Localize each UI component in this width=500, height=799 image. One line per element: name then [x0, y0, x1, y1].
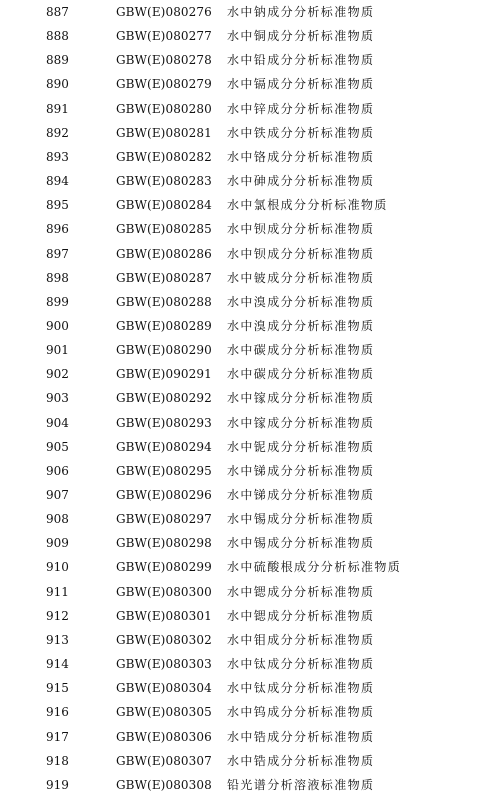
table-row: [0, 217, 500, 241]
material-code: GBW(E)080299: [116, 560, 212, 575]
material-name: 水中钼成分分析标准物质: [227, 632, 375, 647]
material-code: GBW(E)080280: [116, 101, 212, 116]
material-name: 水中溴成分分析标准物质: [227, 318, 375, 333]
material-name: 水中锡成分分析标准物质: [227, 512, 375, 527]
row-number: 893: [46, 149, 69, 164]
material-name: 水中钨成分分析标准物质: [227, 705, 375, 720]
material-code: GBW(E)090291: [116, 367, 212, 382]
material-name: 水中锆成分分析标准物质: [227, 729, 375, 744]
row-number: 911: [46, 584, 69, 599]
row-number: 898: [46, 270, 69, 285]
material-name: 水中氯根成分分析标准物质: [227, 198, 388, 213]
table-row: [0, 411, 500, 435]
material-name: 水中镓成分分析标准物质: [227, 391, 375, 406]
table-row: [0, 459, 500, 483]
material-name: 水中镉成分分析标准物质: [227, 77, 375, 92]
material-name: 水中镓成分分析标准物质: [227, 415, 375, 430]
table-row: [0, 749, 500, 773]
row-number: 906: [46, 463, 69, 478]
row-number: 907: [46, 488, 69, 502]
row-number: 918: [46, 753, 69, 768]
row-number: 896: [46, 222, 69, 237]
material-code: GBW(E)080290: [116, 343, 212, 358]
material-code: GBW(E)080283: [116, 174, 212, 189]
row-number: 904: [46, 415, 69, 430]
table-row: [0, 24, 500, 48]
row-number: 912: [46, 608, 69, 623]
row-number: 901: [46, 343, 69, 358]
table-row: [0, 555, 500, 579]
row-number: 899: [46, 294, 69, 309]
row-number: 916: [46, 705, 69, 720]
material-code: GBW(E)080296: [116, 488, 212, 502]
material-name: 水中锶成分分析标准物质: [227, 584, 375, 599]
row-number: 887: [46, 5, 69, 19]
table-row: [0, 507, 500, 531]
material-name: 水中钛成分分析标准物质: [227, 657, 375, 672]
material-name: 水中钡成分分析标准物质: [227, 222, 375, 237]
material-name: 水中铌成分分析标准物质: [227, 439, 375, 454]
table-row: [0, 338, 500, 362]
material-code: GBW(E)080282: [116, 149, 212, 164]
row-number: 889: [46, 53, 69, 68]
table-row: [0, 435, 500, 459]
material-code: GBW(E)080276: [116, 5, 212, 19]
row-number: 917: [46, 729, 69, 744]
material-code: GBW(E)080301: [116, 608, 212, 623]
table-row: [0, 97, 500, 121]
material-code: GBW(E)080300: [116, 584, 212, 599]
table-row: [0, 386, 500, 410]
table-row: [0, 314, 500, 338]
material-code: GBW(E)080293: [116, 415, 212, 430]
table-row: [0, 483, 500, 507]
material-code: GBW(E)080278: [116, 53, 212, 68]
material-code: GBW(E)080308: [116, 777, 212, 792]
material-code: GBW(E)080298: [116, 536, 212, 551]
row-number: 910: [46, 560, 69, 575]
row-number: 890: [46, 77, 69, 92]
material-name: 水中铍成分分析标准物质: [227, 270, 375, 285]
material-name: 水中铬成分分析标准物质: [227, 149, 375, 164]
row-number: 897: [46, 246, 69, 261]
row-number: 913: [46, 632, 69, 647]
material-code: GBW(E)080304: [116, 681, 212, 696]
material-name: 水中钠成分分析标准物质: [227, 5, 375, 19]
row-number: 895: [46, 198, 69, 213]
material-name: 水中钛成分分析标准物质: [227, 681, 375, 696]
material-name: 水中锑成分分析标准物质: [227, 488, 375, 502]
table-row: [0, 145, 500, 169]
table-row: [0, 242, 500, 266]
material-name: 水中碳成分分析标准物质: [227, 343, 375, 358]
material-code: GBW(E)080306: [116, 729, 212, 744]
material-name: 水中铜成分分析标准物质: [227, 29, 375, 44]
table-row: [0, 676, 500, 700]
material-name: 水中锶成分分析标准物质: [227, 608, 375, 623]
table-row: [0, 700, 500, 724]
material-code: GBW(E)080302: [116, 632, 212, 647]
material-code: GBW(E)080289: [116, 318, 212, 333]
material-name: 水中硫酸根成分分析标准物质: [227, 560, 402, 575]
material-code: GBW(E)080292: [116, 391, 212, 406]
material-name: 水中锌成分分析标准物质: [227, 101, 375, 116]
table-row: [0, 193, 500, 217]
material-code: GBW(E)080303: [116, 657, 212, 672]
material-code: GBW(E)080297: [116, 512, 212, 527]
material-name: 水中锆成分分析标准物质: [227, 753, 375, 768]
material-code: GBW(E)080287: [116, 270, 212, 285]
material-name: 水中溴成分分析标准物质: [227, 294, 375, 309]
material-code: GBW(E)080295: [116, 463, 212, 478]
table-row: [0, 652, 500, 676]
row-number: 908: [46, 512, 69, 527]
row-number: 914: [46, 657, 69, 672]
material-name: 水中铁成分分析标准物质: [227, 125, 375, 140]
table-row: [0, 725, 500, 749]
material-code: GBW(E)080277: [116, 29, 212, 44]
table-row: [0, 48, 500, 72]
row-number: 894: [46, 174, 69, 189]
table-row: [0, 169, 500, 193]
material-name: 水中碳成分分析标准物质: [227, 367, 375, 382]
table-row: [0, 604, 500, 628]
table-row: [0, 0, 500, 24]
row-number: 915: [46, 681, 69, 696]
row-number: 892: [46, 125, 69, 140]
material-code: GBW(E)080305: [116, 705, 212, 720]
material-code: GBW(E)080288: [116, 294, 212, 309]
material-code: GBW(E)080284: [116, 198, 212, 213]
table-row: [0, 362, 500, 386]
row-number: 891: [46, 101, 69, 116]
material-name: 水中锑成分分析标准物质: [227, 463, 375, 478]
table-row: [0, 72, 500, 96]
material-code: GBW(E)080294: [116, 439, 212, 454]
row-number: 888: [46, 29, 69, 44]
table-row: [0, 290, 500, 314]
material-name: 水中锡成分分析标准物质: [227, 536, 375, 551]
table-row: [0, 580, 500, 604]
material-name: 水中砷成分分析标准物质: [227, 174, 375, 189]
material-code: GBW(E)080307: [116, 753, 212, 768]
table-row: [0, 531, 500, 555]
material-code: GBW(E)080279: [116, 77, 212, 92]
table-row: [0, 628, 500, 652]
row-number: 919: [46, 777, 69, 792]
table-row: [0, 121, 500, 145]
row-number: 902: [46, 367, 69, 382]
row-number: 905: [46, 439, 69, 454]
row-number: 900: [46, 318, 69, 333]
row-number: 903: [46, 391, 69, 406]
material-name: 水中铅成分分析标准物质: [227, 53, 375, 68]
material-code: GBW(E)080286: [116, 246, 212, 261]
material-name: 铅光谱分析溶液标准物质: [227, 777, 375, 792]
row-number: 909: [46, 536, 69, 551]
table-row: [0, 773, 500, 797]
table-row: [0, 266, 500, 290]
material-name: 水中钡成分分析标准物质: [227, 246, 375, 261]
material-code: GBW(E)080285: [116, 222, 212, 237]
material-code: GBW(E)080281: [116, 125, 212, 140]
